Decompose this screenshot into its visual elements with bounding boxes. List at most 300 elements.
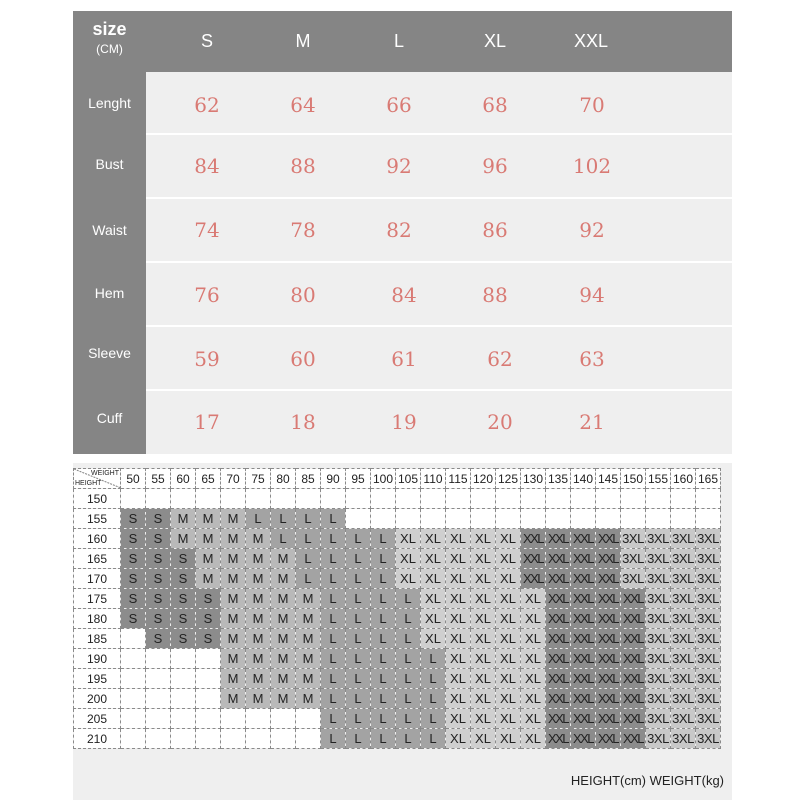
size-recommendation-cell — [546, 509, 571, 529]
size-recommendation-cell: XL — [421, 609, 446, 629]
size-recommendation-cell: XXL — [546, 709, 571, 729]
size-recommendation-cell: L — [346, 609, 371, 629]
size-recommendation-cell — [671, 489, 696, 509]
measurement-value: 96 — [482, 154, 508, 178]
size-recommendation-cell — [171, 669, 196, 689]
size-chart-corner — [73, 11, 146, 72]
size-chart-title: size — [92, 19, 127, 39]
row-divider — [146, 261, 732, 263]
size-recommendation-cell: L — [346, 589, 371, 609]
weight-header-cell: 75 — [246, 469, 271, 489]
height-header-cell: 200 — [74, 689, 121, 709]
height-row — [74, 489, 721, 509]
height-header-cell: 160 — [74, 529, 121, 549]
size-recommendation-cell: XL — [496, 649, 521, 669]
size-recommendation-cell: M — [221, 609, 246, 629]
size-recommendation-cell: S — [121, 509, 146, 529]
size-recommendation-cell: S — [171, 569, 196, 589]
size-recommendation-cell: 3XL — [621, 569, 646, 589]
size-recommendation-cell: XL — [471, 629, 496, 649]
weight-header-cell: 95 — [346, 469, 371, 489]
size-recommendation-cell — [296, 729, 321, 749]
size-recommendation-cell: XL — [446, 669, 471, 689]
size-recommendation-cell — [346, 489, 371, 509]
size-recommendation-cell: M — [246, 609, 271, 629]
size-recommendation-cell: XL — [496, 629, 521, 649]
size-chart-table — [73, 11, 732, 454]
size-recommendation-cell: XXL — [571, 729, 596, 749]
size-recommendation-cell — [471, 509, 496, 529]
size-recommendation-cell: XL — [521, 729, 546, 749]
height-header-cell: 155 — [74, 509, 121, 529]
size-recommendation-cell: 3XL — [671, 549, 696, 569]
size-recommendation-cell: 3XL — [646, 669, 671, 689]
size-recommendation-cell: XXL — [621, 629, 646, 649]
size-recommendation-cell: L — [421, 669, 446, 689]
size-recommendation-cell: XXL — [571, 669, 596, 689]
size-recommendation-cell: 3XL — [671, 569, 696, 589]
size-chart-body — [146, 72, 732, 454]
weight-header-cell: 60 — [171, 469, 196, 489]
size-recommendation-cell: S — [171, 609, 196, 629]
size-recommendation-cell: M — [196, 509, 221, 529]
size-recommendation-cell: 3XL — [696, 549, 721, 569]
size-recommendation-cell: XL — [396, 529, 421, 549]
weight-header-cell: 120 — [471, 469, 496, 489]
size-recommendation-cell: 3XL — [646, 689, 671, 709]
weight-header-cell: 90 — [321, 469, 346, 489]
size-recommendation-cell: L — [321, 689, 346, 709]
size-recommendation-cell: XL — [496, 609, 521, 629]
size-recommendation-cell: L — [271, 529, 296, 549]
size-recommendation-cell: XL — [471, 609, 496, 629]
size-recommendation-cell: M — [221, 589, 246, 609]
size-recommendation-cell: XL — [471, 689, 496, 709]
size-recommendation-cell — [446, 509, 471, 529]
size-recommendation-cell: XL — [521, 609, 546, 629]
measurement-value: 66 — [386, 93, 412, 117]
size-recommendation-cell — [271, 709, 296, 729]
size-recommendation-cell: XL — [446, 549, 471, 569]
weight-header-row — [74, 469, 721, 489]
size-recommendation-cell: L — [396, 649, 421, 669]
size-recommendation-cell: L — [346, 709, 371, 729]
size-recommendation-cell: XXL — [621, 589, 646, 609]
row-divider — [146, 133, 732, 135]
size-recommendation-cell: 3XL — [646, 529, 671, 549]
size-recommendation-cell: 3XL — [696, 669, 721, 689]
size-recommendation-cell: L — [346, 629, 371, 649]
height-header-cell: 165 — [74, 549, 121, 569]
size-recommendation-cell: M — [296, 589, 321, 609]
size-recommendation-cell: L — [396, 589, 421, 609]
size-recommendation-cell: M — [171, 529, 196, 549]
size-recommendation-cell: L — [371, 669, 396, 689]
size-recommendation-cell: 3XL — [621, 549, 646, 569]
weight-header-cell: 100 — [371, 469, 396, 489]
size-recommendation-cell: XL — [471, 709, 496, 729]
size-recommendation-cell: S — [196, 589, 221, 609]
measurement-value: 61 — [391, 347, 417, 371]
weight-header-cell: 135 — [546, 469, 571, 489]
weight-header-cell: 160 — [671, 469, 696, 489]
size-recommendation-cell: S — [146, 529, 171, 549]
weight-header-cell: 115 — [446, 469, 471, 489]
size-recommendation-cell: M — [221, 689, 246, 709]
size-recommendation-cell: XL — [496, 689, 521, 709]
size-recommendation-cell: XL — [446, 609, 471, 629]
height-row — [74, 549, 721, 569]
size-recommendation-cell — [146, 709, 171, 729]
size-recommendation-cell: 3XL — [646, 569, 671, 589]
size-recommendation-cell: XXL — [571, 569, 596, 589]
size-recommendation-cell: L — [321, 669, 346, 689]
size-recommendation-cell: M — [196, 569, 221, 589]
size-recommendation-cell: L — [371, 629, 396, 649]
size-recommendation-cell: XXL — [546, 609, 571, 629]
size-recommendation-cell: XL — [521, 589, 546, 609]
size-recommendation-cell: M — [221, 649, 246, 669]
size-recommendation-cell: XL — [421, 569, 446, 589]
size-recommendation-cell: XL — [471, 649, 496, 669]
size-recommendation-cell: M — [271, 649, 296, 669]
measurement-value: 62 — [487, 347, 513, 371]
size-recommendation-cell: M — [296, 649, 321, 669]
size-recommendation-cell: XL — [471, 549, 496, 569]
height-row — [74, 709, 721, 729]
size-recommendation-cell — [121, 689, 146, 709]
measurement-label: Bust — [95, 156, 124, 172]
size-recommendation-cell: L — [396, 689, 421, 709]
size-recommendation-cell — [196, 649, 221, 669]
row-divider — [146, 197, 732, 199]
size-recommendation-cell: XL — [446, 649, 471, 669]
size-recommendation-cell — [196, 709, 221, 729]
size-recommendation-cell — [121, 729, 146, 749]
size-recommendation-cell — [496, 509, 521, 529]
size-recommendation-cell: L — [421, 729, 446, 749]
size-recommendation-cell — [146, 669, 171, 689]
size-recommendation-cell: XXL — [546, 729, 571, 749]
size-recommendation-cell: XL — [496, 569, 521, 589]
size-recommendation-cell: XXL — [571, 689, 596, 709]
size-recommendation-cell: XXL — [596, 549, 621, 569]
size-recommendation-cell: XL — [471, 729, 496, 749]
size-recommendation-cell: XXL — [571, 649, 596, 669]
size-recommendation-cell: M — [196, 549, 221, 569]
size-recommendation-cell: XXL — [596, 649, 621, 669]
size-recommendation-cell — [346, 509, 371, 529]
size-recommendation-cell: S — [171, 589, 196, 609]
size-recommendation-cell: XXL — [546, 529, 571, 549]
size-recommendation-cell — [671, 509, 696, 529]
measurement-value: 19 — [391, 410, 417, 434]
size-recommendation-cell: S — [146, 609, 171, 629]
size-recommendation-cell: 3XL — [646, 549, 671, 569]
size-recommendation-cell: XL — [446, 569, 471, 589]
size-recommendation-cell — [146, 689, 171, 709]
size-recommendation-cell: M — [196, 529, 221, 549]
size-recommendation-cell — [246, 709, 271, 729]
row-divider — [146, 325, 732, 327]
size-recommendation-cell — [621, 489, 646, 509]
size-recommendation-cell: 3XL — [646, 649, 671, 669]
size-recommendation-cell: S — [146, 569, 171, 589]
grid-corner-cell — [74, 469, 121, 489]
size-recommendation-cell: XXL — [546, 589, 571, 609]
size-recommendation-cell — [196, 729, 221, 749]
size-recommendation-cell: XXL — [596, 569, 621, 589]
measurement-value: 21 — [579, 410, 605, 434]
size-recommendation-cell: L — [321, 709, 346, 729]
size-recommendation-cell: XXL — [571, 609, 596, 629]
size-recommendation-cell: XL — [496, 669, 521, 689]
measurement-value: 92 — [386, 154, 412, 178]
size-recommendation-cell: L — [396, 669, 421, 689]
size-column-header: XXL — [573, 31, 609, 51]
size-recommendation-cell — [471, 489, 496, 509]
height-row — [74, 649, 721, 669]
height-row — [74, 569, 721, 589]
size-recommendation-cell — [321, 489, 346, 509]
height-header-cell: 150 — [74, 489, 121, 509]
size-recommendation-cell: 3XL — [696, 589, 721, 609]
size-recommendation-cell: XL — [496, 529, 521, 549]
size-recommendation-cell — [221, 729, 246, 749]
size-recommendation-cell — [496, 489, 521, 509]
size-recommendation-cell — [271, 729, 296, 749]
size-recommendation-cell: L — [321, 549, 346, 569]
size-recommendation-cell: L — [371, 569, 396, 589]
weight-header-cell: 130 — [521, 469, 546, 489]
size-recommendation-cell: XXL — [571, 529, 596, 549]
size-recommendation-cell: M — [246, 529, 271, 549]
size-recommendation-cell — [121, 629, 146, 649]
size-recommendation-cell: XXL — [596, 729, 621, 749]
size-recommendation-cell — [421, 489, 446, 509]
size-recommendation-cell: 3XL — [646, 589, 671, 609]
size-column-header: L — [393, 31, 404, 51]
height-header-cell: 175 — [74, 589, 121, 609]
size-recommendation-cell: M — [246, 549, 271, 569]
size-recommendation-cell: S — [121, 569, 146, 589]
size-recommendation-cell: L — [246, 509, 271, 529]
size-recommendation-cell: M — [271, 689, 296, 709]
measurement-value: 70 — [579, 93, 605, 117]
size-recommendation-cell: L — [421, 709, 446, 729]
size-chart-row-header-bar — [73, 72, 146, 454]
size-recommendation-cell: L — [371, 549, 396, 569]
weight-header-cell: 50 — [121, 469, 146, 489]
size-recommendation-cell: XL — [471, 589, 496, 609]
size-recommendation-cell: M — [221, 669, 246, 689]
size-recommendation-cell: 3XL — [671, 689, 696, 709]
height-row — [74, 609, 721, 629]
size-recommendation-cell — [396, 489, 421, 509]
measurement-value: 20 — [487, 410, 513, 434]
size-recommendation-cell — [296, 489, 321, 509]
size-recommendation-cell: L — [321, 509, 346, 529]
size-recommendation-cell: L — [321, 729, 346, 749]
height-axis-label: HEIGHT — [75, 480, 102, 487]
size-recommendation-cell: XL — [446, 689, 471, 709]
size-recommendation-cell: XL — [446, 589, 471, 609]
size-recommendation-cell: XL — [496, 709, 521, 729]
size-column-header: XL — [483, 31, 507, 51]
size-recommendation-cell: M — [296, 609, 321, 629]
measurement-value: 84 — [194, 154, 220, 178]
size-recommendation-cell: 3XL — [696, 629, 721, 649]
measurement-value: 102 — [572, 154, 612, 178]
size-recommendation-cell: XXL — [596, 529, 621, 549]
size-recommendation-cell: 3XL — [671, 609, 696, 629]
size-recommendation-cell — [446, 489, 471, 509]
size-recommendation-cell: M — [271, 629, 296, 649]
size-recommendation-cell: XXL — [596, 629, 621, 649]
size-recommendation-cell — [696, 509, 721, 529]
size-recommendation-cell — [221, 489, 246, 509]
size-recommendation-cell — [146, 649, 171, 669]
size-recommendation-cell — [571, 509, 596, 529]
size-recommendation-cell: M — [221, 569, 246, 589]
size-recommendation-cell: 3XL — [646, 629, 671, 649]
size-column-header: S — [200, 31, 213, 51]
size-recommendation-cell: XL — [421, 529, 446, 549]
size-recommendation-cell: XL — [521, 629, 546, 649]
size-recommendation-cell: XL — [446, 629, 471, 649]
height-header-cell: 210 — [74, 729, 121, 749]
size-recommendation-cell: L — [346, 569, 371, 589]
size-recommendation-cell — [196, 669, 221, 689]
size-recommendation-cell: L — [421, 649, 446, 669]
measurement-label: Waist — [92, 222, 127, 238]
size-recommendation-cell: S — [146, 549, 171, 569]
measurement-value: 92 — [579, 218, 605, 242]
size-recommendation-cell — [171, 649, 196, 669]
size-recommendation-cell: L — [371, 709, 396, 729]
measurement-value: 60 — [290, 347, 316, 371]
row-divider — [146, 389, 732, 391]
size-recommendation-cell: 3XL — [671, 529, 696, 549]
size-recommendation-cell: S — [196, 609, 221, 629]
size-recommendation-cell — [421, 509, 446, 529]
size-recommendation-cell: 3XL — [696, 729, 721, 749]
height-row — [74, 689, 721, 709]
size-recommendation-cell: S — [121, 549, 146, 569]
size-recommendation-cell — [196, 689, 221, 709]
size-recommendation-cell: L — [321, 569, 346, 589]
measurement-value: 62 — [194, 93, 220, 117]
size-recommendation-cell — [171, 689, 196, 709]
weight-header-cell: 150 — [621, 469, 646, 489]
size-recommendation-cell: XL — [446, 729, 471, 749]
size-recommendation-cell: XL — [471, 529, 496, 549]
size-recommendation-cell: S — [121, 589, 146, 609]
size-recommendation-cell: L — [321, 649, 346, 669]
height-row — [74, 589, 721, 609]
size-recommendation-cell — [146, 489, 171, 509]
size-recommendation-cell: S — [121, 609, 146, 629]
weight-header-cell: 80 — [271, 469, 296, 489]
measurement-value: 68 — [482, 93, 508, 117]
size-recommendation-cell: M — [296, 689, 321, 709]
size-recommendation-cell: XXL — [621, 689, 646, 709]
size-recommendation-cell: XL — [421, 549, 446, 569]
size-recommendation-cell — [121, 709, 146, 729]
size-recommendation-cell: L — [271, 509, 296, 529]
size-recommendation-cell: L — [396, 609, 421, 629]
size-recommendation-cell: L — [321, 629, 346, 649]
size-recommendation-cell — [171, 729, 196, 749]
size-recommendation-cell: L — [396, 709, 421, 729]
size-recommendation-cell: M — [246, 569, 271, 589]
height-header-cell: 185 — [74, 629, 121, 649]
size-recommendation-cell: XL — [471, 569, 496, 589]
size-recommendation-cell: 3XL — [671, 709, 696, 729]
size-recommendation-cell — [171, 709, 196, 729]
size-recommendation-cell: 3XL — [671, 669, 696, 689]
weight-header-cell: 155 — [646, 469, 671, 489]
size-recommendation-cell: XL — [521, 669, 546, 689]
size-recommendation-cell: S — [171, 629, 196, 649]
size-recommendation-cell: L — [346, 729, 371, 749]
height-header-cell: 190 — [74, 649, 121, 669]
size-recommendation-cell: XXL — [546, 569, 571, 589]
size-recommendation-cell: XXL — [621, 709, 646, 729]
size-recommendation-cell: XL — [521, 649, 546, 669]
measurement-value: 76 — [194, 283, 220, 307]
size-recommendation-cell — [121, 669, 146, 689]
measurement-value: 88 — [482, 283, 508, 307]
size-recommendation-cell: M — [246, 629, 271, 649]
size-recommendation-cell: XXL — [571, 589, 596, 609]
size-recommendation-cell: 3XL — [621, 529, 646, 549]
size-recommendation-cell: XL — [521, 709, 546, 729]
size-recommendation-cell: S — [196, 629, 221, 649]
size-recommendation-cell: L — [371, 729, 396, 749]
size-recommendation-cell: L — [346, 669, 371, 689]
weight-header-cell: 125 — [496, 469, 521, 489]
size-recommendation-cell: M — [246, 689, 271, 709]
height-row — [74, 669, 721, 689]
size-recommendation-cell: XL — [496, 589, 521, 609]
size-recommendation-cell — [596, 489, 621, 509]
size-recommendation-cell: XXL — [521, 529, 546, 549]
size-recommendation-cell: M — [296, 629, 321, 649]
size-recommendation-cell: L — [296, 549, 321, 569]
size-recommendation-cell: L — [421, 689, 446, 709]
weight-header-cell: 110 — [421, 469, 446, 489]
size-recommendation-cell: 3XL — [646, 729, 671, 749]
size-recommendation-cell: XXL — [596, 669, 621, 689]
height-header-cell: 180 — [74, 609, 121, 629]
size-recommendation-cell: L — [371, 609, 396, 629]
size-recommendation-cell: XXL — [546, 669, 571, 689]
measurement-label: Sleeve — [88, 345, 131, 361]
size-recommendation-cell — [196, 489, 221, 509]
size-recommendation-cell: XXL — [621, 609, 646, 629]
height-weight-footer: HEIGHT(cm) WEIGHT(kg) — [570, 773, 724, 788]
size-recommendation-cell — [271, 489, 296, 509]
weight-header-cell: 65 — [196, 469, 221, 489]
size-recommendation-cell: L — [296, 569, 321, 589]
size-recommendation-cell: XXL — [546, 649, 571, 669]
size-recommendation-cell: 3XL — [646, 609, 671, 629]
weight-header-cell: 140 — [571, 469, 596, 489]
size-recommendation-cell — [121, 649, 146, 669]
height-row — [74, 529, 721, 549]
size-recommendation-cell: XL — [396, 549, 421, 569]
